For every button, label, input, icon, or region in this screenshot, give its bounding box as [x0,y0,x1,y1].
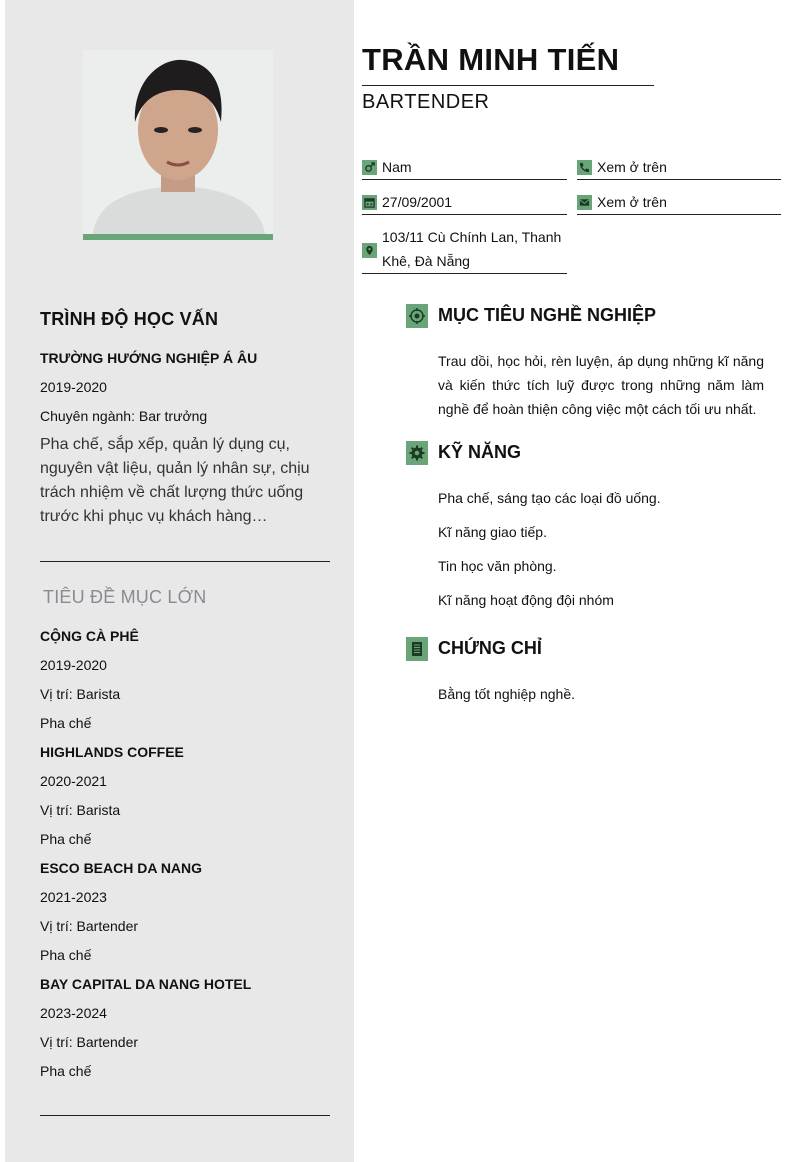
experience-years: 2019-2020 [40,657,107,673]
email-field [577,190,781,215]
target-icon [406,304,428,328]
experience-item [40,854,330,970]
name-underline [362,85,654,86]
education-major: Chuyên ngành: Bar trưởng [40,408,208,424]
education-description: Pha chế, sắp xếp, quản lý dụng cụ, nguyên vật liệu, quản lý nhân sự, chịu trách nhiệm về chất lượng thức uống trước khi phục vụ khách hàng… [40,436,310,525]
email-icon [577,195,592,210]
candidate-role: BARTENDER [362,91,490,113]
address-value: 103/11 Cù Chính Lan, Thanh Khê, Đà Nẵng [382,229,562,269]
experience-section [40,587,330,1086]
experience-years: 2020-2021 [40,773,107,789]
calendar-icon [362,195,377,210]
document-icon [406,637,428,661]
gender-value: Nam [382,159,412,175]
phone-value: Xem ở trên [597,159,667,175]
experience-task: Pha chế [40,1063,92,1079]
experience-position: Vị trí: Bartender [40,1034,139,1050]
objective-text: Trau dồi, học hỏi, rèn luyện, áp dụng những kĩ năng và kiến thức tích luỹ được trong những năm làm nghề để hoàn thiện công việc một cách tối ưu nhất. [438,353,764,417]
education-title: TRÌNH ĐỘ HỌC VẤN [40,309,219,329]
experience-task: Pha chế [40,947,92,963]
education-school: TRƯỜNG HƯỚNG NGHIỆP Á ÂU [40,350,258,366]
email-value: Xem ở trên [597,194,667,210]
candidate-name: TRẦN MINH TIẾN [362,42,620,77]
experience-item [40,970,330,1086]
experience-company: CỘNG CÀ PHÊ [40,628,139,644]
certificates-section [406,637,764,711]
list-item: Bằng tốt nghiệp nghề. [438,686,576,702]
birthday-field [362,190,567,215]
experience-position: Vị trí: Bartender [40,918,139,934]
objective-title: MỤC TIÊU NGHỀ NGHIỆP [438,305,657,325]
address-field [362,225,567,274]
skills-section [406,441,764,617]
objective-section [406,304,764,421]
experience-position: Vị trí: Barista [40,686,121,702]
experience-task: Pha chế [40,831,92,847]
experience-company: ESCO BEACH DA NANG [40,860,203,876]
experience-divider [40,1115,330,1116]
birthday-value: 27/09/2001 [382,194,453,210]
list-item: Pha chế, sáng tạo các loại đồ uống. [438,490,661,506]
education-years: 2019-2020 [40,379,107,395]
skills-title: KỸ NĂNG [438,442,522,462]
experience-task: Pha chế [40,715,92,731]
gender-field [362,155,567,180]
certificates-title: CHỨNG CHỈ [438,638,542,658]
gear-icon [406,441,428,465]
location-pin-icon [362,243,377,258]
phone-field [577,155,781,180]
list-item: Kĩ năng hoạt động đội nhóm [438,592,614,608]
experience-item [40,622,330,738]
list-item: Kĩ năng giao tiếp. [438,524,547,540]
list-item: Tin học văn phòng. [438,558,557,574]
experience-years: 2021-2023 [40,889,107,905]
experience-company: BAY CAPITAL DA NANG HOTEL [40,976,252,992]
education-section [40,309,330,529]
skills-list [438,481,764,617]
experience-item [40,738,330,854]
education-divider [40,561,330,562]
phone-icon [577,160,592,175]
experience-years: 2023-2024 [40,1005,107,1021]
certificates-list [438,677,764,711]
gender-icon [362,160,377,175]
experience-position: Vị trí: Barista [40,802,121,818]
experience-company: HIGHLANDS COFFEE [40,744,184,760]
profile-photo [83,50,273,240]
experience-title: TIÊU ĐỀ MỤC LỚN [43,587,207,607]
